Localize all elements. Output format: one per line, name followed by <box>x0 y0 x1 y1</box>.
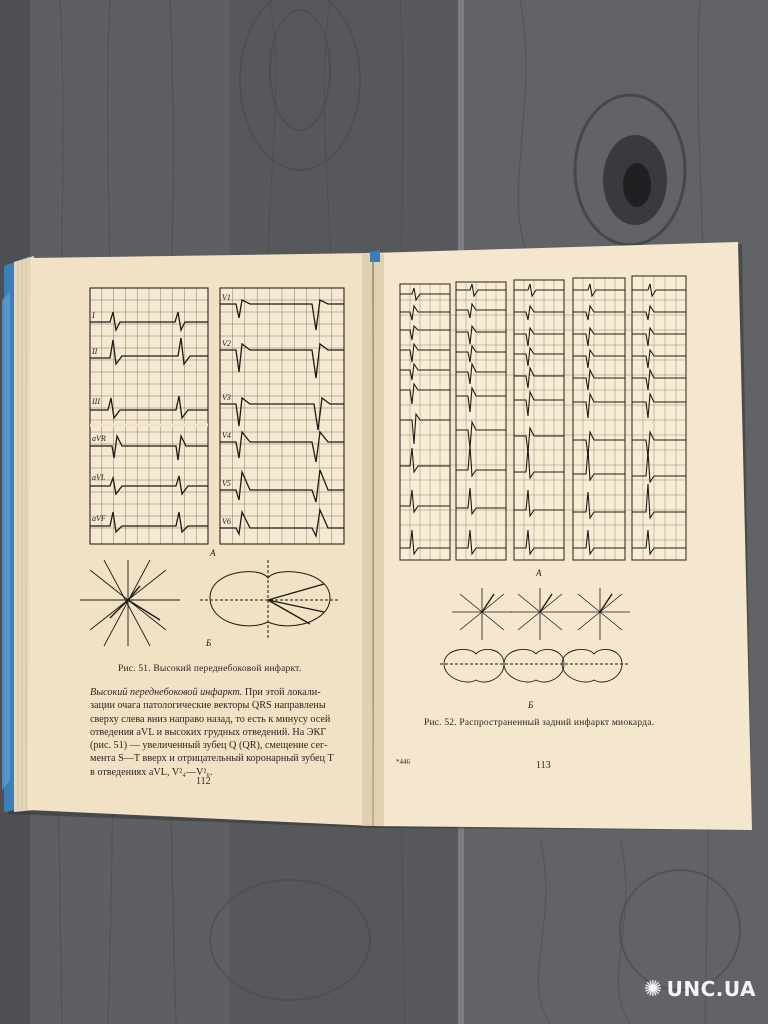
left-body-text <box>90 686 347 779</box>
chest-label-v6: V6 <box>222 517 231 526</box>
body-line-5: мента S—T вверх и отрицательный коронарный зубец T <box>90 753 334 765</box>
lead-label-avl: aVL <box>92 473 106 482</box>
right-footnote-mark: *446 <box>396 758 410 766</box>
left-figure-caption: Рис. 51. Высокий переднебоковой инфаркт. <box>118 664 302 674</box>
lead-label-i: I <box>92 311 95 320</box>
left-panel-label-b: Б <box>206 638 212 648</box>
lead-label-ii: II <box>92 347 98 356</box>
chest-label-v2: V2 <box>222 339 231 348</box>
chest-label-v4: V4 <box>222 431 231 440</box>
body-line-4: (рис. 51) — увеличенный зубец Q (QR), смещение сег- <box>90 740 328 752</box>
watermark-text: UNC.UA <box>666 977 756 1001</box>
right-panel-label-a: А <box>536 568 542 578</box>
ecg-right-figure <box>400 276 686 560</box>
left-panel-label-a: А <box>210 548 216 558</box>
body-line-0: При этой локали- <box>244 687 321 698</box>
lead-label-iii: III <box>92 397 100 406</box>
right-page-number: 113 <box>536 760 551 771</box>
lead-label-avr: aVR <box>92 434 106 443</box>
right-figure-caption: Рис. 52. Распространенный задний инфаркт миокарда. <box>424 718 655 728</box>
lead-label-avf: aVF <box>92 514 106 523</box>
body-line-1: зации очага патологические векторы QRS направлены <box>90 700 326 712</box>
body-line-6: в отведениях aVL, V²₄—V²₆. <box>90 766 213 778</box>
watermark-logo <box>644 977 756 1002</box>
chest-label-v3: V3 <box>222 393 231 402</box>
chest-label-v5: V5 <box>222 479 231 488</box>
sunburst-icon: ✺ <box>643 977 663 1002</box>
body-line-2: сверху слева вниз направо назад, то есть к минусу осей <box>90 713 331 725</box>
body-line-3: отведения aVL и высоких грудных отведений. На ЭКГ <box>90 726 327 738</box>
chest-label-v1: V1 <box>222 293 231 302</box>
right-panel-label-b: Б <box>528 700 534 710</box>
left-page-number: 112 <box>196 776 211 787</box>
body-lead: Высокий переднебоковой инфаркт. <box>90 687 243 698</box>
ecg-chest-leads-figure <box>220 288 344 544</box>
ecg-limb-leads-figure <box>90 288 208 544</box>
